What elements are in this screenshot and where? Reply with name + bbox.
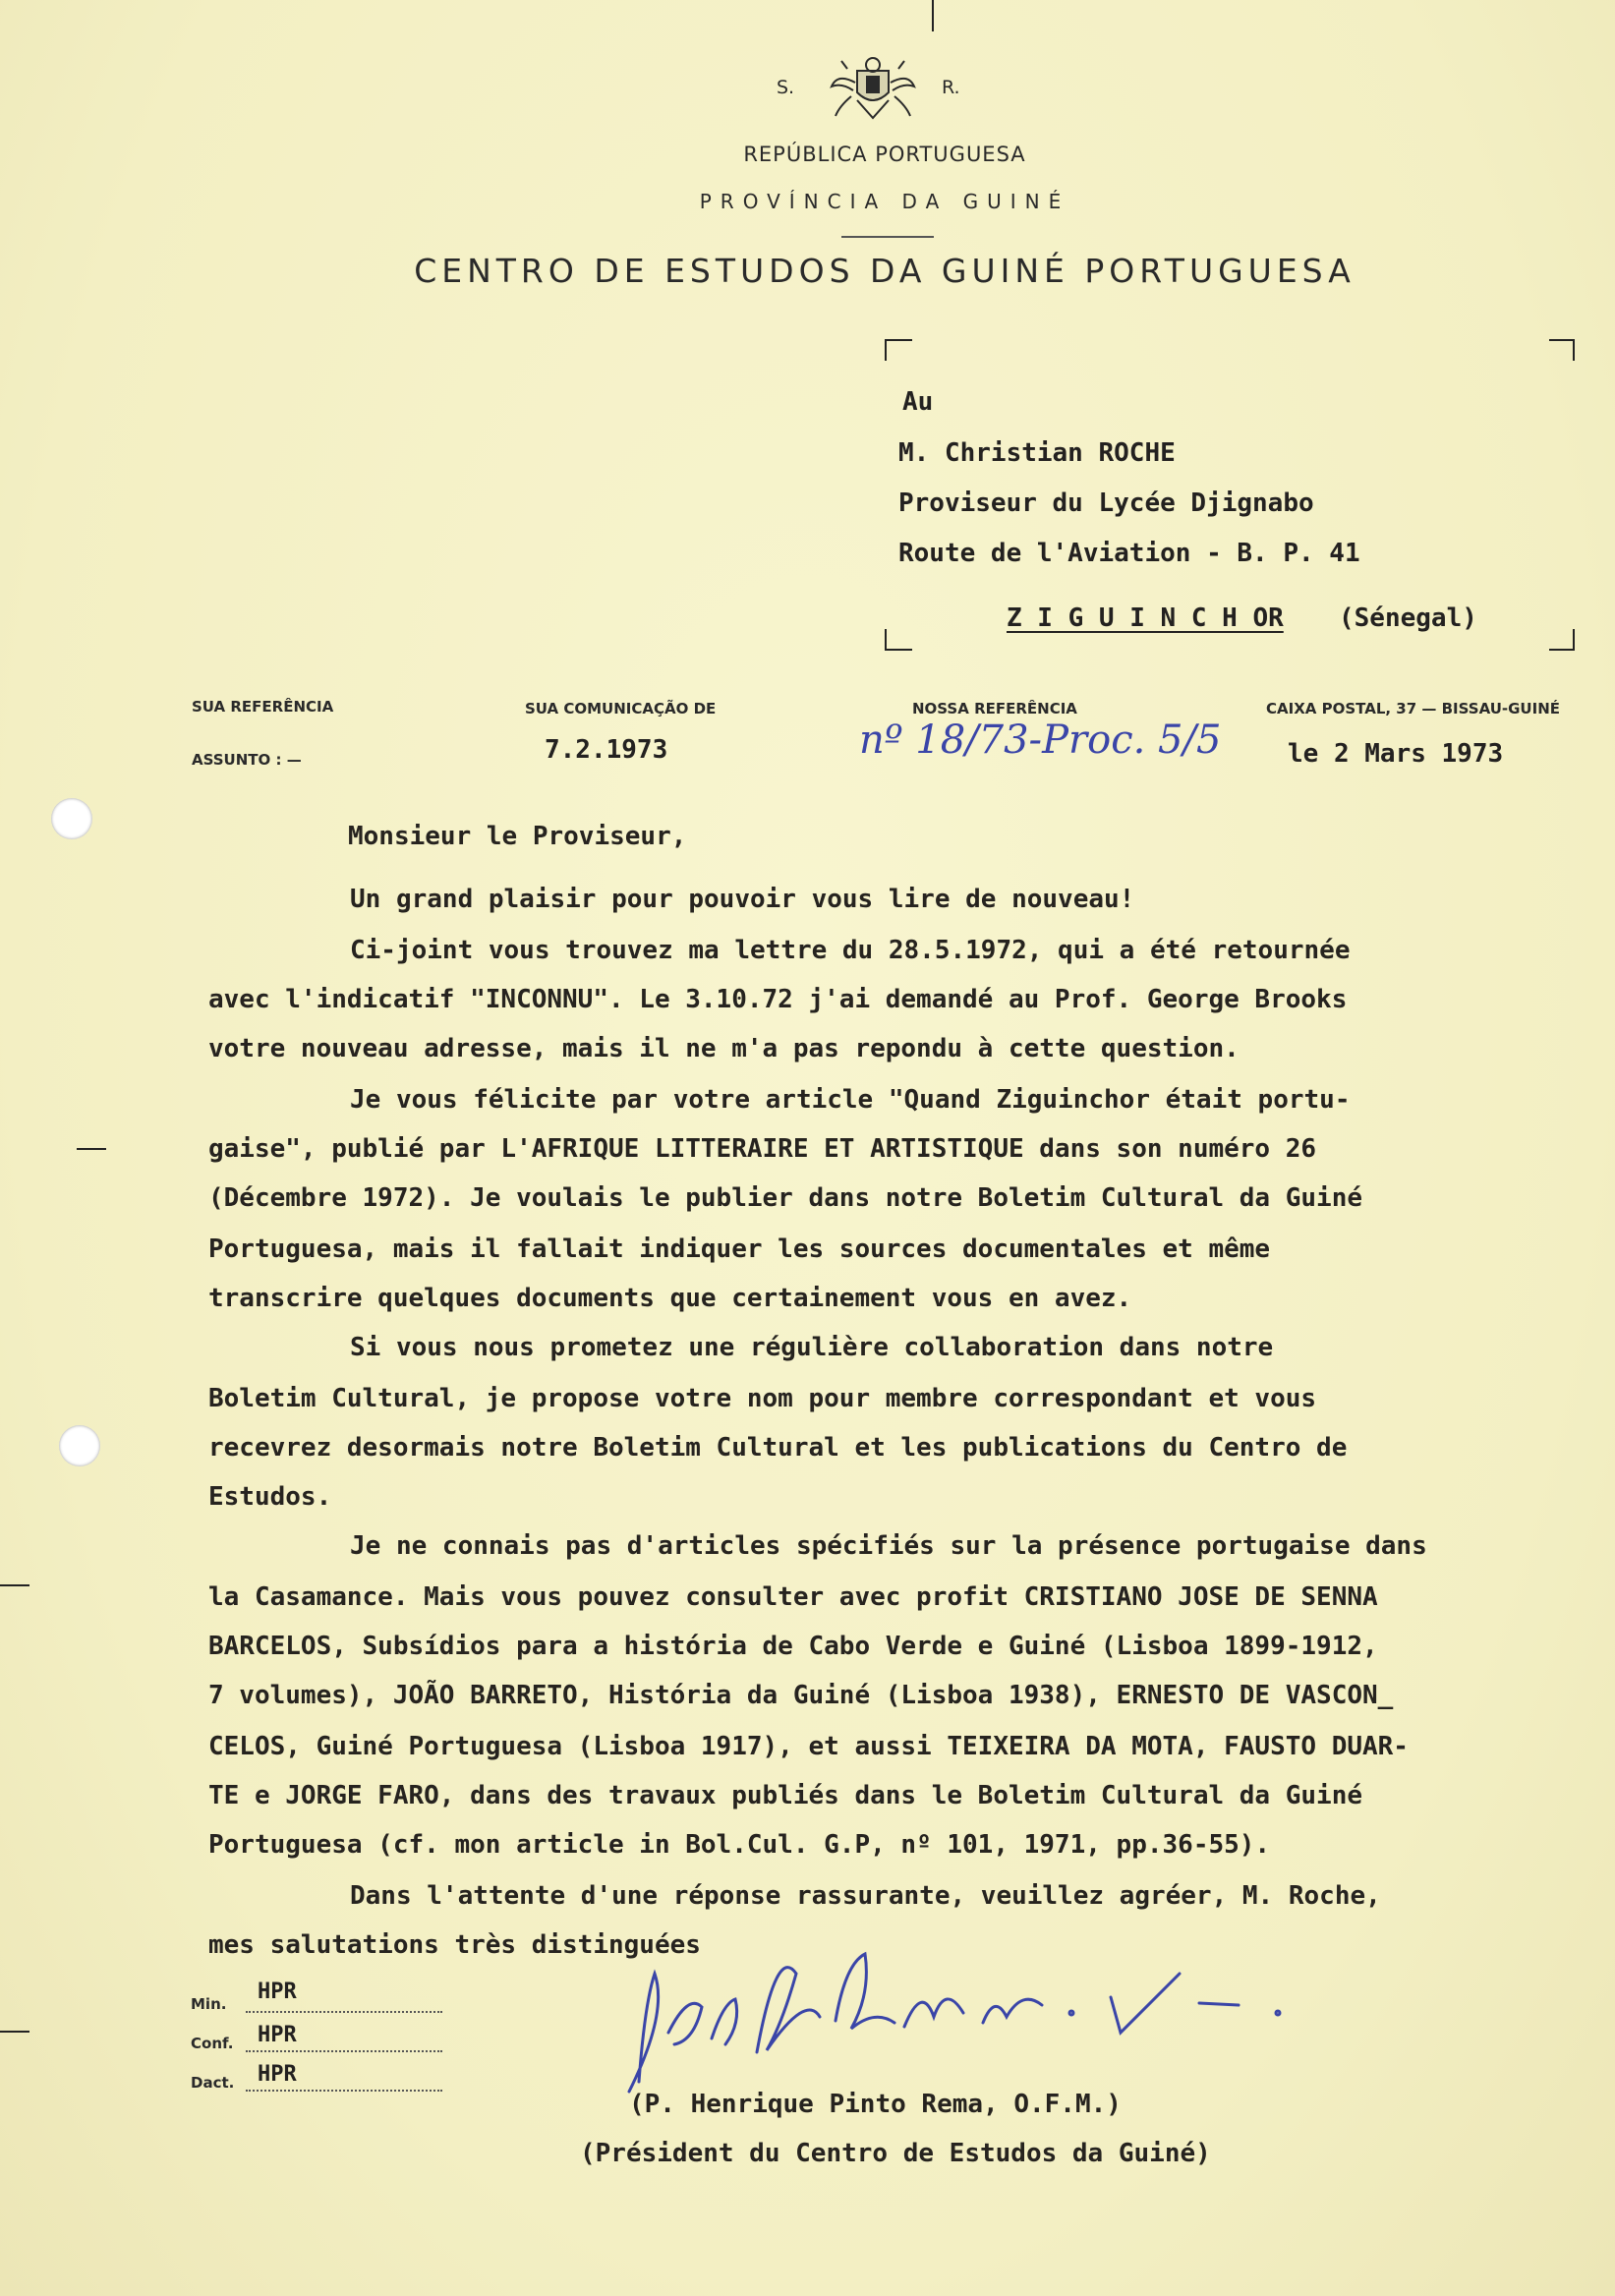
min-dots (246, 2011, 442, 2013)
letter-date: le 2 Mars 1973 (1288, 739, 1504, 769)
body-line-15: la Casamance. Mais vous pouvez consulter avec profit CRISTIANO JOSE DE SENNA (208, 1582, 1378, 1612)
punch-hole-bottom (59, 1425, 100, 1466)
min-value: HPR (258, 1980, 297, 2004)
sua-referencia-label: SUA REFERÊNCIA (192, 698, 334, 716)
window-mark-tr-v (1573, 339, 1575, 361)
body-line-13: Estudos. (208, 1482, 332, 1512)
recipient-to: Au (902, 387, 934, 417)
body-line-6: gaise", publié par L'AFRIQUE LITTERAIRE ET ARTISTIQUE dans son numéro 26 (208, 1134, 1317, 1164)
window-mark-tl (885, 339, 912, 341)
s-letter: S. (777, 77, 795, 98)
body-line-9: transcrire quelques documents que certainement vous en avez. (208, 1284, 1132, 1313)
header-divider (841, 236, 934, 238)
body-line-19: TE e JORGE FARO, dans des travaux publiés dans le Boletim Cultural da Guiné (208, 1781, 1362, 1810)
window-mark-bl (885, 629, 887, 651)
window-mark-bl-h (885, 649, 912, 651)
body-line-18: CELOS, Guiné Portuguesa (Lisboa 1917), et aussi TEIXEIRA DA MOTA, FAUSTO DUAR- (208, 1732, 1409, 1761)
handwritten-signature (609, 1934, 1337, 2101)
body-line-4: votre nouveau adresse, mais il ne m'a pas repondu à cette question. (208, 1034, 1240, 1063)
body-line-2: Ci-joint vous trouvez ma lettre du 28.5.1972, qui a été retournée (350, 936, 1351, 965)
republic-heading: REPÚBLICA PORTUGUESA (743, 143, 1026, 166)
salutation: Monsieur le Proviseur, (348, 822, 687, 851)
recipient-city: Z I G U I N C H OR (1007, 603, 1284, 633)
margin-mark-3 (0, 2031, 29, 2033)
body-line-22: mes salutations très distinguées (208, 1930, 701, 1960)
conf-dots (246, 2050, 442, 2052)
recipient-title: Proviseur du Lycée Djignabo (898, 488, 1314, 518)
dact-value: HPR (258, 2062, 297, 2087)
body-line-12: recevrez desormais notre Boletim Cultural et les publications du Centro de (208, 1433, 1348, 1463)
body-line-7: (Décembre 1972). Je voulais le publier dans notre Boletim Cultural da Guiné (208, 1183, 1362, 1213)
min-label: Min. (191, 1995, 227, 2013)
body-line-14: Je ne connais pas d'articles spécifiés sur la présence portugaise dans (350, 1531, 1427, 1561)
body-line-1: Un grand plaisir pour pouvoir vous lire de nouveau! (350, 885, 1135, 914)
window-mark-tr (1549, 339, 1575, 341)
margin-mark-2 (0, 1584, 29, 1586)
window-mark-br-h (1549, 649, 1575, 651)
sua-comunicacao-value: 7.2.1973 (545, 735, 668, 765)
recipient-name: M. Christian ROCHE (898, 438, 1176, 468)
caixa-postal-label: CAIXA POSTAL, 37 — BISSAU-GUINÉ (1266, 700, 1560, 718)
body-line-21: Dans l'attente d'une réponse rassurante, veuillez agréer, M. Roche, (350, 1881, 1381, 1911)
window-mark-br (1573, 629, 1575, 651)
province-heading: PROVÍNCIA DA GUINÉ (699, 190, 1070, 213)
nossa-referencia-handwritten: nº 18/73-Proc. 5/5 (859, 718, 1222, 763)
body-line-17: 7 volumes), JOÃO BARRETO, História da Guiné (Lisboa 1938), ERNESTO DE VASCON_ (208, 1681, 1394, 1710)
recipient-address: Route de l'Aviation - B. P. 41 (898, 539, 1360, 568)
coat-of-arms-icon (828, 53, 918, 124)
center-heading: CENTRO DE ESTUDOS DA GUINÉ PORTUGUESA (414, 252, 1355, 290)
punch-hole-top (51, 798, 92, 839)
body-line-16: BARCELOS, Subsídios para a história de Cabo Verde e Guiné (Lisboa 1899-1912, (208, 1632, 1378, 1661)
body-line-20: Portuguesa (cf. mon article in Bol.Cul. G.P, nº 101, 1971, pp.36-55). (208, 1830, 1271, 1860)
top-fold-mark (932, 0, 934, 31)
dact-label: Dact. (191, 2074, 235, 2092)
nossa-referencia-label: NOSSA REFERÊNCIA (912, 700, 1077, 718)
body-line-5: Je vous félicite par votre article "Quand Ziguinchor était portu- (350, 1085, 1351, 1115)
window-mark-tl-v (885, 339, 887, 361)
r-letter: R. (942, 77, 960, 98)
body-line-3: avec l'indicatif "INCONNU". Le 3.10.72 j'ai demandé au Prof. George Brooks (208, 985, 1348, 1014)
conf-label: Conf. (191, 2035, 234, 2052)
body-line-11: Boletim Cultural, je propose votre nom pour membre correspondant et vous (208, 1384, 1317, 1413)
signatory-role: (Président du Centro de Estudos da Guiné) (580, 2139, 1211, 2168)
assunto-label: ASSUNTO : — (192, 751, 302, 769)
sua-comunicacao-label: SUA COMUNICAÇÃO DE (525, 700, 717, 718)
recipient-country: (Sénegal) (1339, 603, 1477, 633)
body-line-10: Si vous nous prometez une régulière collaboration dans notre (350, 1333, 1274, 1362)
dact-dots (246, 2090, 442, 2092)
body-line-8: Portuguesa, mais il fallait indiquer les sources documentales et même (208, 1234, 1271, 1264)
conf-value: HPR (258, 2023, 297, 2047)
signatory-name: (P. Henrique Pinto Rema, O.F.M.) (629, 2090, 1122, 2119)
margin-mark-1 (77, 1148, 106, 1150)
